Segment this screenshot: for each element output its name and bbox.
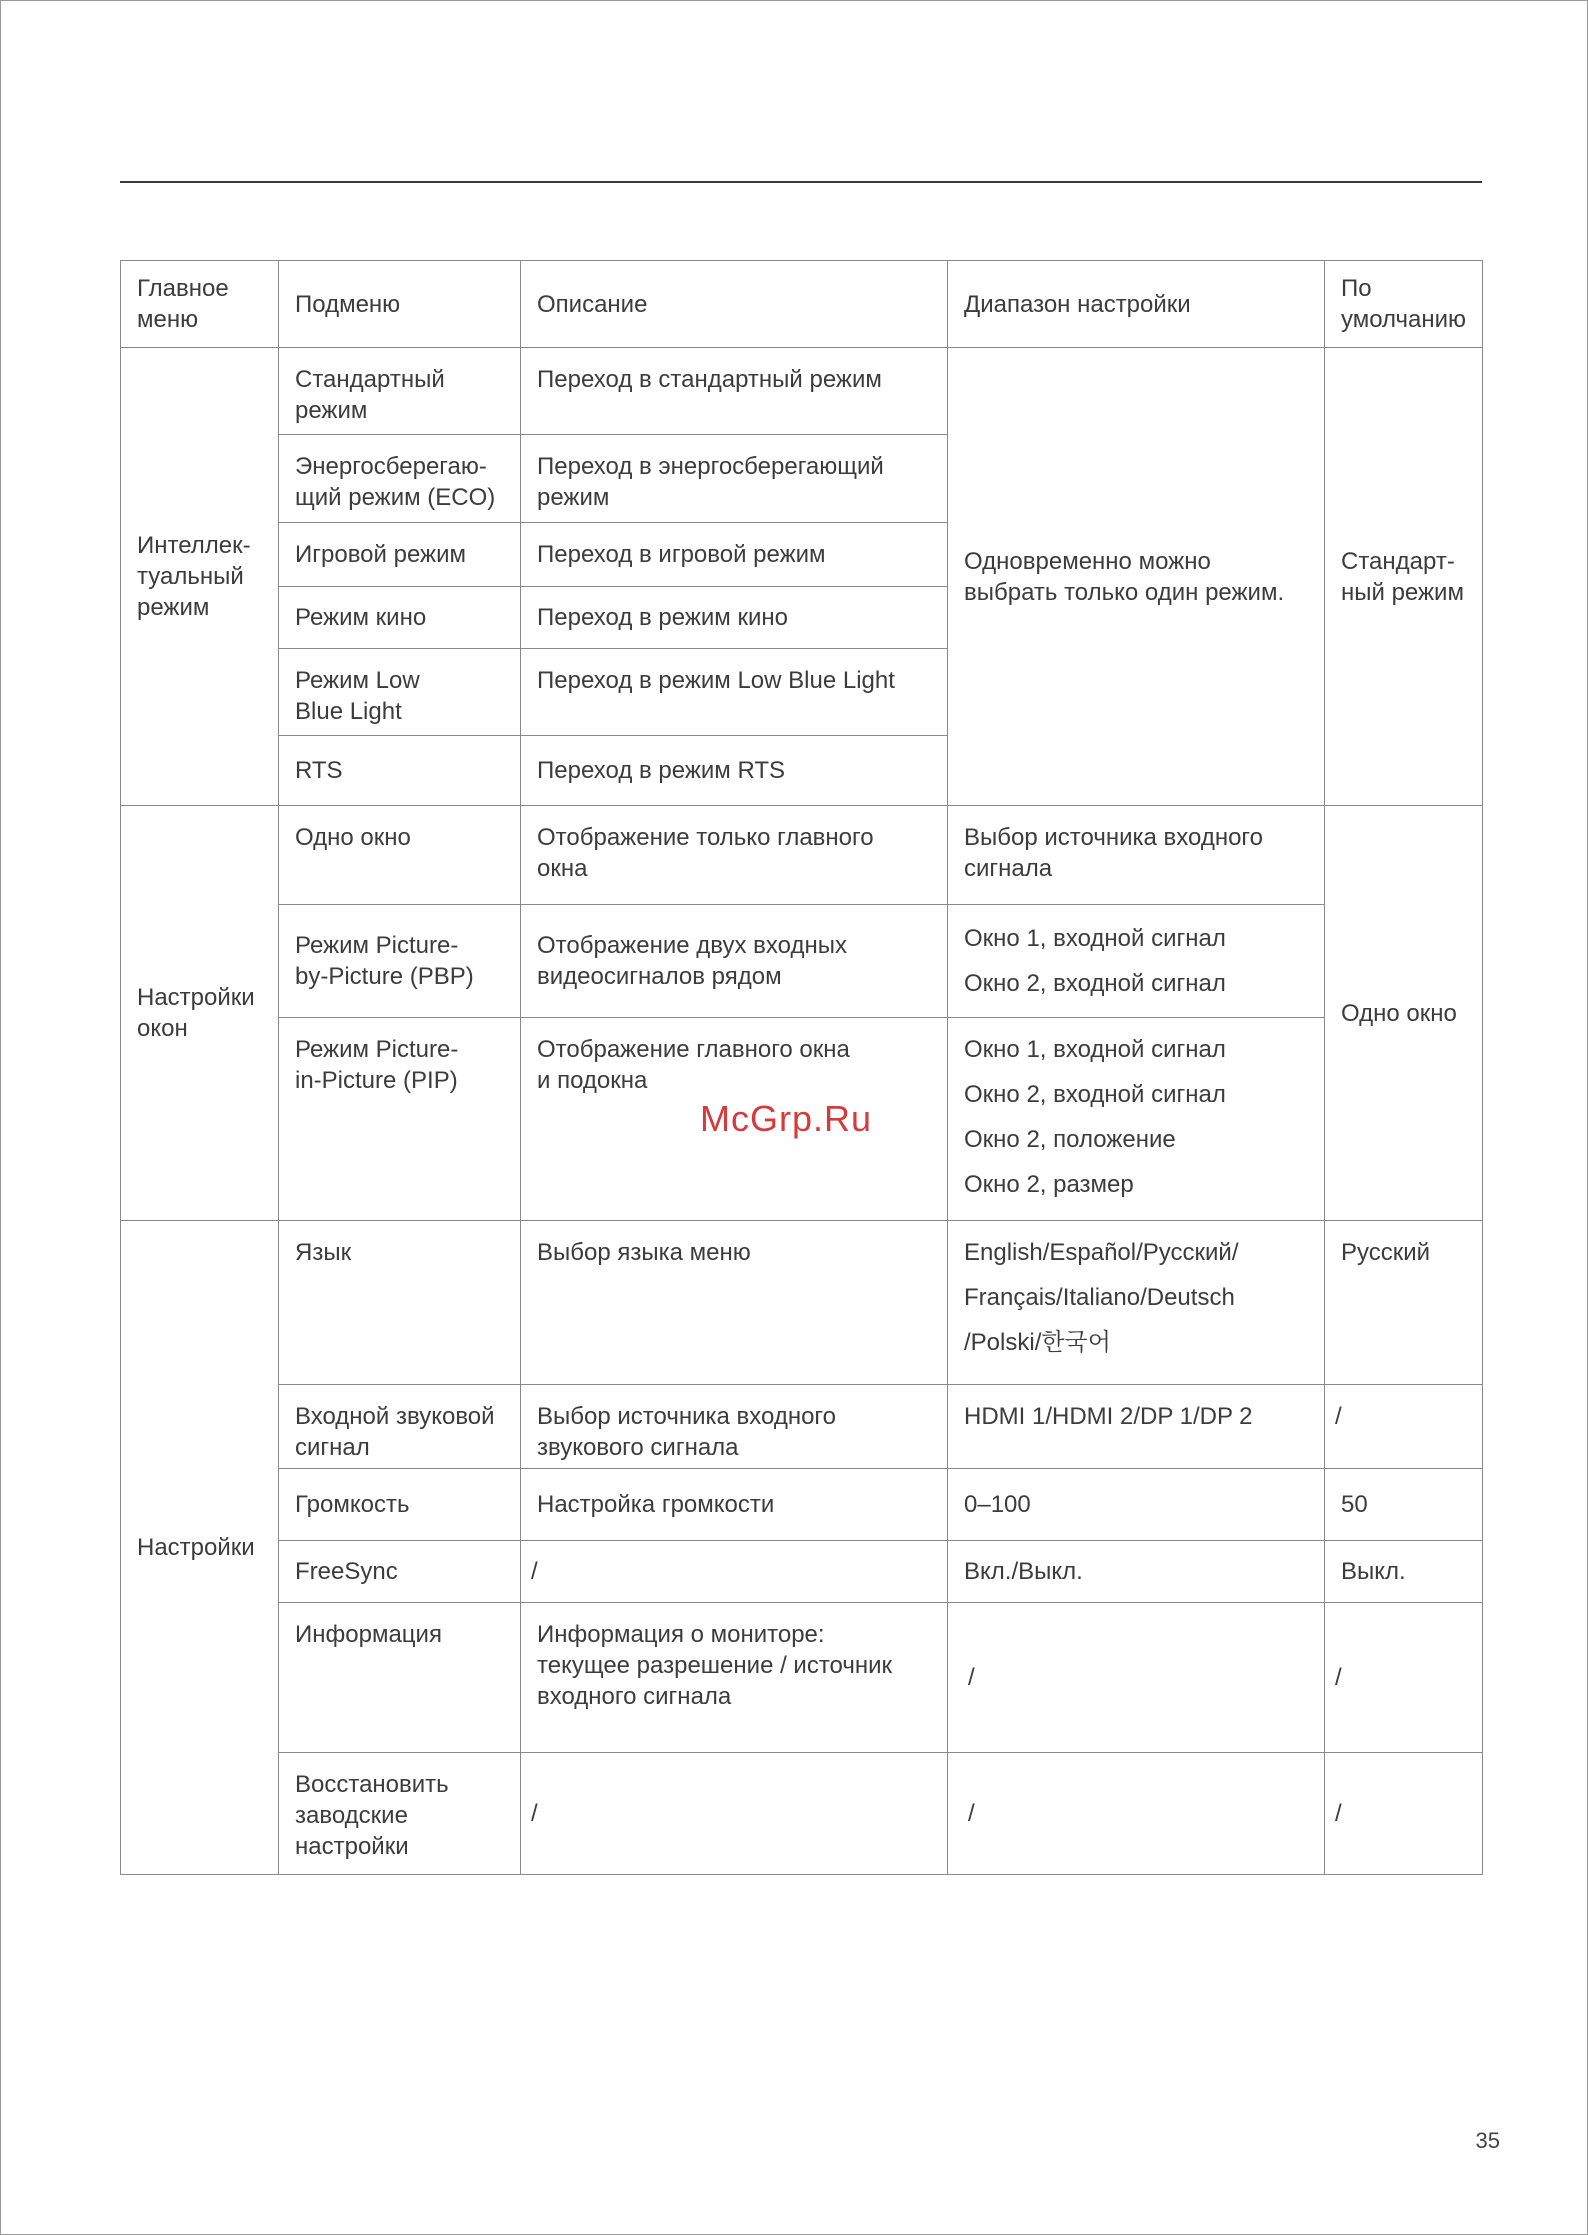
range-cell bbox=[948, 806, 1325, 905]
submenu-item: FreeSync bbox=[279, 1541, 521, 1603]
range-cell bbox=[948, 1753, 1325, 1875]
description-cell: Выбор языка меню bbox=[521, 1221, 948, 1385]
submenu-item: Стандартный режим bbox=[279, 348, 521, 435]
main-menu-smart-mode: Интеллек- туальный режим bbox=[121, 348, 279, 806]
range-value: Выбор источника входного сигнала bbox=[964, 824, 1264, 882]
range-value: Окно 2, входной сигнал bbox=[964, 970, 1226, 997]
header-submenu: Подменю bbox=[279, 261, 521, 348]
default-cell: Русский bbox=[1325, 1221, 1483, 1385]
range-value: Окно 2, положение bbox=[964, 1126, 1176, 1153]
range-value: Окно 1, входной сигнал bbox=[964, 925, 1226, 952]
range-value: English/Español/Русский/ bbox=[964, 1239, 1239, 1266]
watermark: McGrp.Ru bbox=[700, 1098, 873, 1139]
description-cell: Переход в энергосберегающий режим bbox=[521, 435, 948, 523]
range-cell bbox=[948, 1018, 1325, 1221]
range-value: Français/Italiano/Deutsch bbox=[964, 1284, 1235, 1311]
description-cell: Отображение главного окна и подокна bbox=[521, 1018, 948, 1221]
table-row bbox=[121, 1469, 1483, 1541]
header-description: Описание bbox=[521, 261, 948, 348]
range-cell bbox=[948, 1385, 1325, 1469]
header-default: По умолчанию bbox=[1325, 261, 1483, 348]
table-row bbox=[121, 1603, 1483, 1753]
submenu-item: Игровой режим bbox=[279, 523, 521, 587]
range-cell bbox=[948, 1469, 1325, 1541]
description-cell: Информация о мониторе: текущее разрешение / источник входного сигнала bbox=[521, 1603, 948, 1753]
range-value: HDMI 1/HDMI 2/DP 1/DP 2 bbox=[964, 1403, 1253, 1430]
table-row bbox=[121, 806, 1483, 905]
submenu-item: Информация bbox=[279, 1603, 521, 1753]
default-cell: / bbox=[1325, 1603, 1483, 1753]
submenu-item: Режим Picture- in-Picture (PIP) bbox=[279, 1018, 521, 1221]
range-cell bbox=[948, 1221, 1325, 1385]
table-row bbox=[121, 905, 1483, 1018]
description-cell: Переход в режим RTS bbox=[521, 736, 948, 806]
main-menu-window-settings: Настройки окон bbox=[121, 806, 279, 1221]
header-range: Диапазон настройки bbox=[948, 261, 1325, 348]
description-cell: Переход в режим кино bbox=[521, 587, 948, 649]
range-cell: Одновременно можно выбрать только один режим. bbox=[948, 348, 1325, 806]
submenu-item: Восстановить заводские настройки bbox=[279, 1753, 521, 1875]
range-value: /Polski/한국어 bbox=[964, 1329, 1111, 1356]
description-cell: / bbox=[521, 1541, 948, 1603]
description-cell: Переход в режим Low Blue Light bbox=[521, 649, 948, 736]
range-value: / bbox=[968, 1664, 975, 1691]
description-cell: Настройка громкости bbox=[521, 1469, 948, 1541]
description-cell: Переход в игровой режим bbox=[521, 523, 948, 587]
table-row bbox=[121, 1221, 1483, 1385]
range-value: Окно 1, входной сигнал bbox=[964, 1036, 1226, 1063]
submenu-item: Режим кино bbox=[279, 587, 521, 649]
description-cell: / bbox=[521, 1753, 948, 1875]
default-cell: Выкл. bbox=[1325, 1541, 1483, 1603]
default-cell: 50 bbox=[1325, 1469, 1483, 1541]
default-cell: Одно окно bbox=[1325, 806, 1483, 1221]
header-rule bbox=[120, 181, 1482, 183]
page-number: 35 bbox=[1475, 2128, 1500, 2153]
table-row bbox=[121, 1753, 1483, 1875]
submenu-item: RTS bbox=[279, 736, 521, 806]
osd-menu-table bbox=[120, 260, 1483, 1875]
submenu-item: Одно окно bbox=[279, 806, 521, 905]
main-menu-settings: Настройки bbox=[121, 1221, 279, 1875]
default-cell: / bbox=[1325, 1753, 1483, 1875]
submenu-item: Язык bbox=[279, 1221, 521, 1385]
default-cell: / bbox=[1325, 1385, 1483, 1469]
range-value: Окно 2, входной сигнал bbox=[964, 1081, 1226, 1108]
range-value: / bbox=[968, 1800, 975, 1827]
header-row bbox=[121, 261, 1483, 348]
description-cell: Переход в стандартный режим bbox=[521, 348, 948, 435]
submenu-item: Режим Low Blue Light bbox=[279, 649, 521, 736]
submenu-item: Режим Picture- by-Picture (PBP) bbox=[279, 905, 521, 1018]
description-cell: Отображение двух входных видеосигналов рядом bbox=[521, 905, 948, 1018]
submenu-item: Входной звуковой сигнал bbox=[279, 1385, 521, 1469]
range-cell bbox=[948, 1603, 1325, 1753]
table-row bbox=[121, 1541, 1483, 1603]
range-cell bbox=[948, 905, 1325, 1018]
range-value: 0–100 bbox=[964, 1491, 1031, 1518]
range-cell bbox=[948, 1541, 1325, 1603]
table-row bbox=[121, 348, 1483, 435]
range-value: Вкл./Выкл. bbox=[964, 1558, 1083, 1585]
table-row bbox=[121, 1385, 1483, 1469]
default-cell: Стандарт- ный режим bbox=[1325, 348, 1483, 806]
header-main-menu: Главное меню bbox=[121, 261, 279, 348]
description-cell: Выбор источника входного звукового сигнала bbox=[521, 1385, 948, 1469]
range-value: Окно 2, размер bbox=[964, 1171, 1134, 1198]
submenu-item: Энергосберегаю- щий режим (ECO) bbox=[279, 435, 521, 523]
submenu-item: Громкость bbox=[279, 1469, 521, 1541]
description-cell: Отображение только главного окна bbox=[521, 806, 948, 905]
